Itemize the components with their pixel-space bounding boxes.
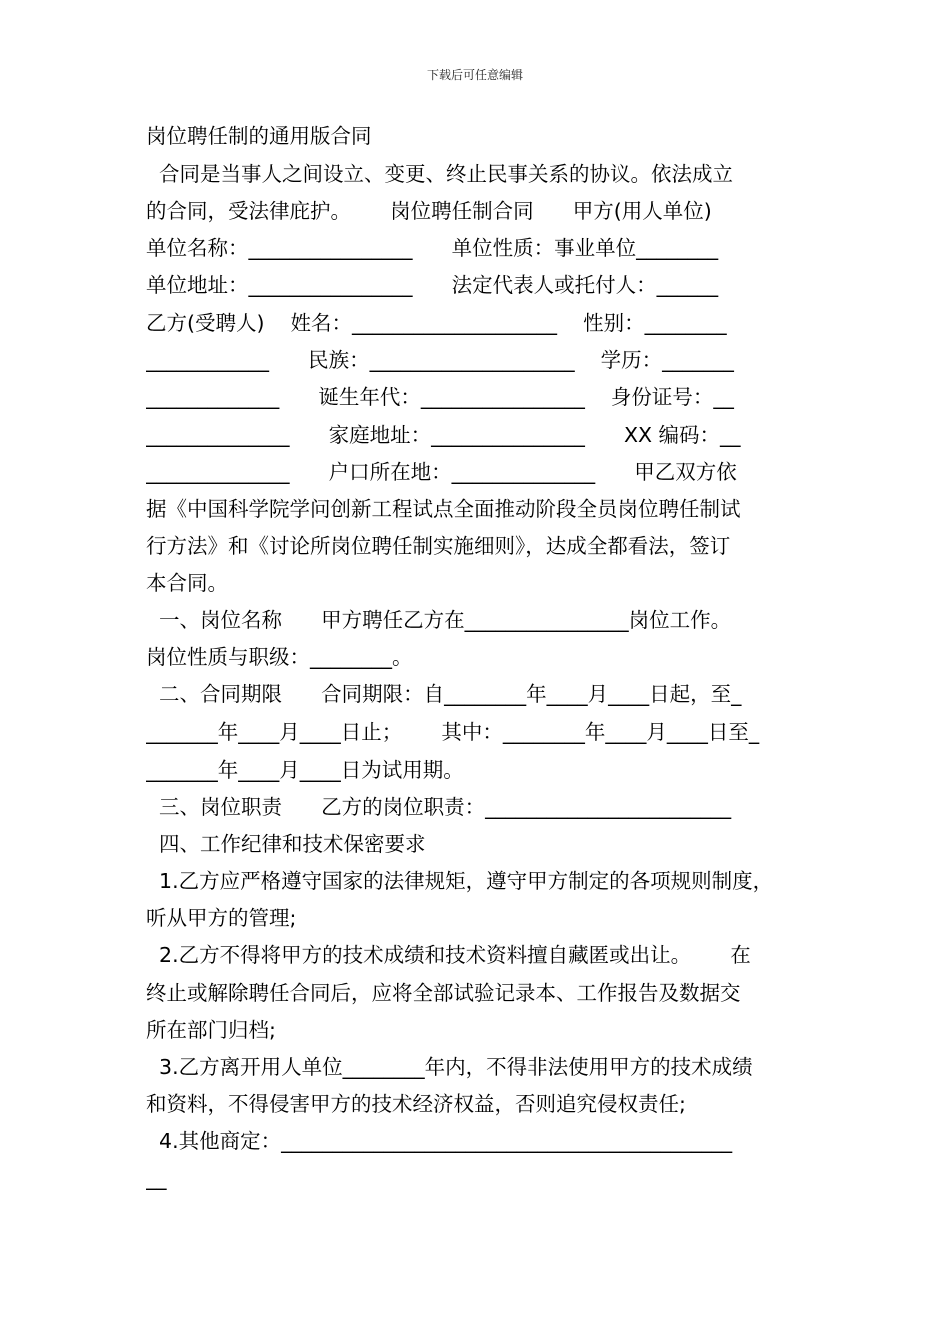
doc-line: 合同是当事人之间设立、变更、终止民事关系的协议。依法成立 — [146, 162, 734, 186]
doc-line: 四、工作纪律和技术保密要求 — [146, 832, 426, 856]
doc-line: 岗位性质与职级：________。 — [146, 645, 413, 669]
doc-line: 一、岗位名称 甲方聘任乙方在________________岗位工作。 — [146, 608, 732, 632]
doc-line: 单位地址：________________ 法定代表人或托付人：______ — [146, 273, 719, 297]
doc-line: 听从甲方的管理; — [146, 906, 297, 930]
doc-line: ______________ 户口所在地：______________ 甲乙双方依 — [146, 460, 737, 484]
page-header: 下载后可任意编辑 — [426, 68, 523, 82]
doc-line: 所在部门归档; — [146, 1018, 276, 1042]
doc-line: 二、合同期限 合同期限：自________年____月____日起，至_ — [146, 682, 742, 706]
doc-line: 本合同。 — [146, 571, 228, 595]
doc-line: 终止或解除聘任合同后，应将全部试验记录本、工作报告及数据交 — [146, 981, 741, 1005]
doc-line: 1.乙方应严格遵守国家的法律规矩，遵守甲方制定的各项规则制度， — [146, 869, 774, 893]
doc-line: _______年____月____日为试用期。 — [146, 758, 464, 782]
doc-line: _______年____月____日止； 其中：________年____月____日至_ — [146, 720, 760, 744]
doc-line: 3.乙方离开用人单位________年内，不得非法使用甲方的技术成绩 — [146, 1055, 753, 1079]
doc-line: 三、岗位职责 乙方的岗位职责：________________________ — [146, 795, 732, 819]
doc-line: __ — [146, 1166, 167, 1190]
doc-line: ______________ 家庭地址：_______________ XX 编码：__ — [146, 423, 741, 447]
doc-line: 4.其他商定：____________________________________________ — [146, 1129, 733, 1153]
doc-line: 行方法》和《讨论所岗位聘任制实施细则》，达成全都看法，签订 — [146, 534, 731, 558]
doc-line: 的合同，受法律庇护。 岗位聘任制合同 甲方(用人单位) — [146, 199, 712, 223]
doc-title: 岗位聘任制的通用版合同 — [146, 124, 372, 148]
doc-line: 据《中国科学院学问创新工程试点全面推动阶段全员岗位聘任制试 — [146, 497, 741, 521]
doc-line: _____________ 诞生年代：________________ 身份证号：__ — [146, 385, 734, 409]
doc-line: 和资料，不得侵害甲方的技术经济权益，否则追究侵权责任; — [146, 1092, 686, 1116]
doc-line: ____________ 民族：____________________ 学历：_______ — [146, 348, 734, 372]
doc-line: 乙方(受聘人) 姓名：____________________ 性别：________ — [146, 311, 727, 335]
doc-line: 单位名称：________________ 单位性质：事业单位________ — [146, 236, 719, 260]
doc-line: 2.乙方不得将甲方的技术成绩和技术资料擅自藏匿或出让。 在 — [146, 943, 751, 967]
